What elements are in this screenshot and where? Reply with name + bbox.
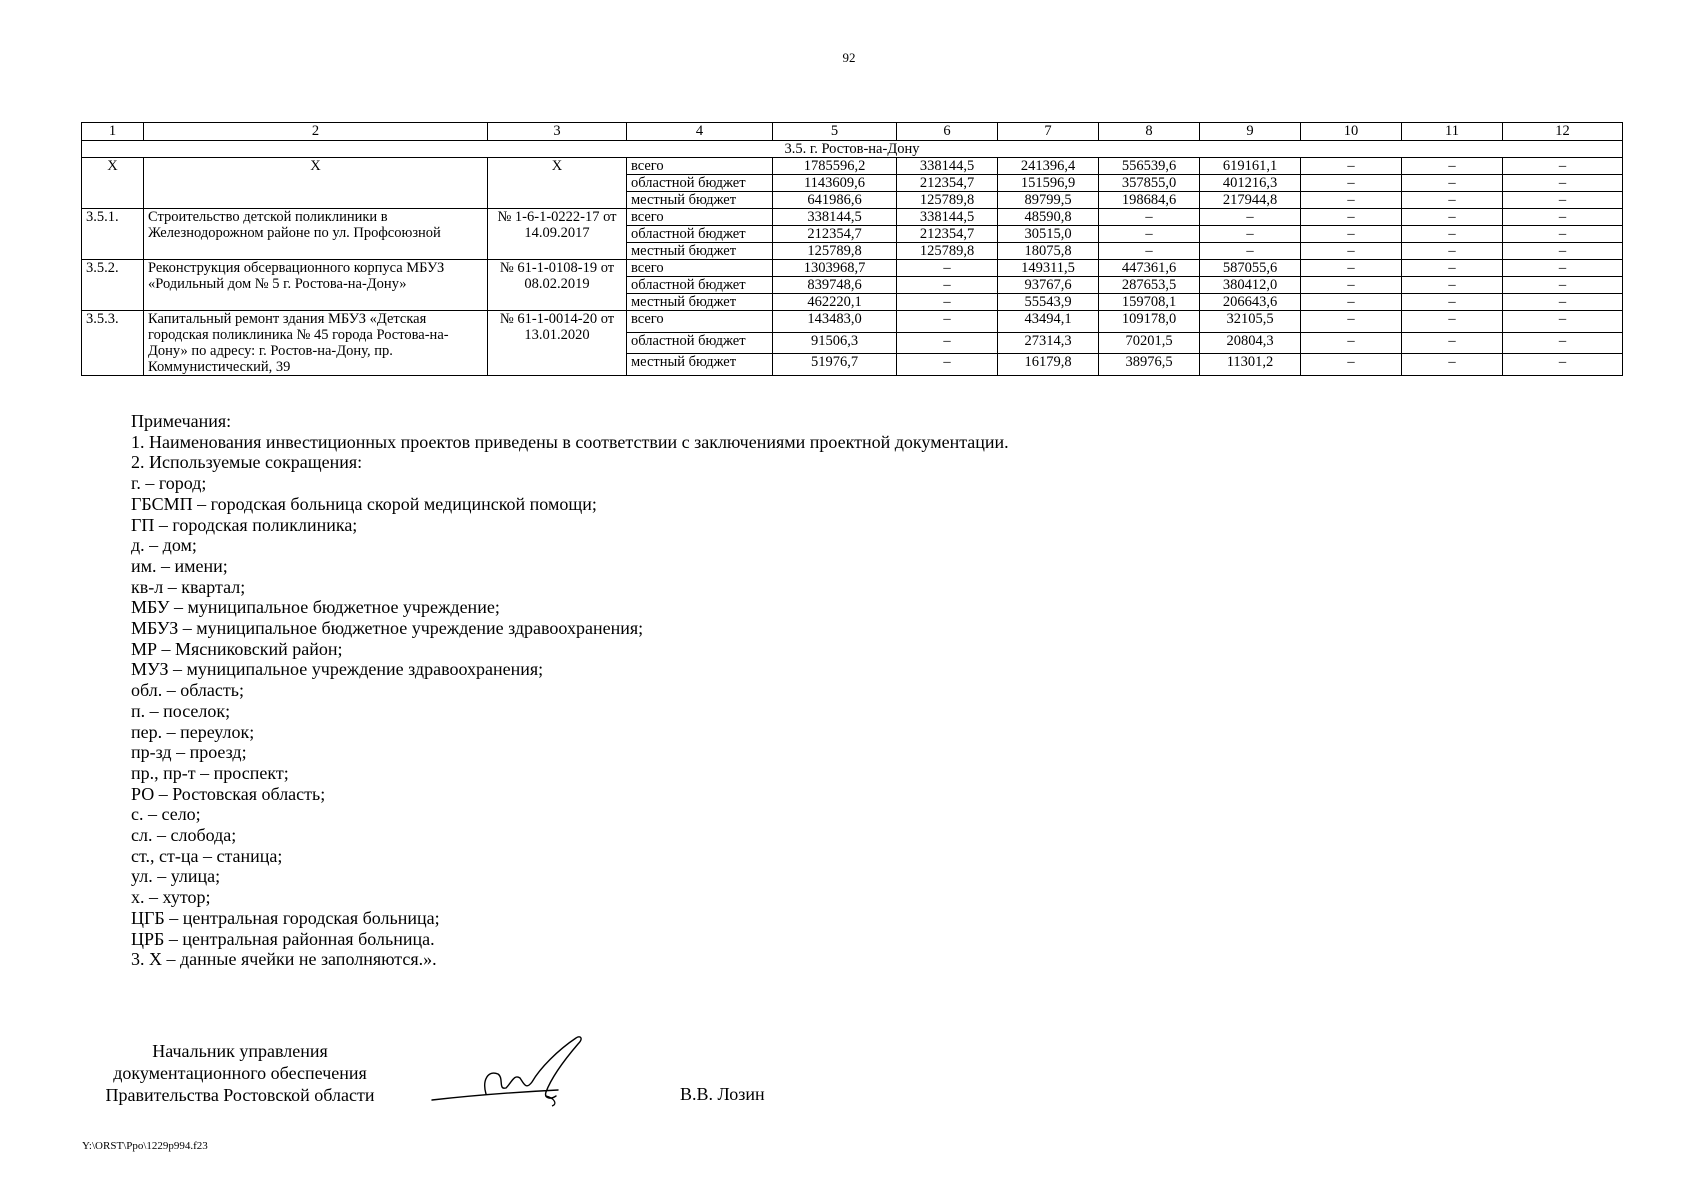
- project-name: Реконструкция обсервационного корпуса МБУЗ «Родильный дом № 5 г. Ростова-на-Дону»: [144, 260, 488, 311]
- note-line: МР – Мясниковский район;: [131, 638, 343, 659]
- amount-cell: 125789,8: [897, 243, 998, 260]
- note-line: обл. – область;: [131, 680, 244, 701]
- amount-cell: –: [1402, 260, 1503, 277]
- amount-cell: –: [1503, 294, 1623, 311]
- amount-cell: –: [1503, 226, 1623, 243]
- amount-cell: –: [1503, 158, 1623, 175]
- note-line: ЦГБ – центральная городская больница;: [131, 907, 440, 928]
- amount-cell: 48590,8: [998, 209, 1099, 226]
- amount-cell: –: [1099, 243, 1200, 260]
- amount-cell: 198684,6: [1099, 192, 1200, 209]
- amount-cell: 241396,4: [998, 158, 1099, 175]
- amount-cell: –: [1503, 260, 1623, 277]
- amount-cell: –: [1402, 294, 1503, 311]
- amount-cell: –: [1402, 332, 1503, 354]
- file-path: Y:\ORST\Ppo\1229p994.f23: [82, 1140, 208, 1152]
- column-number: 2: [144, 123, 488, 141]
- funding-source: областной бюджет: [627, 277, 773, 294]
- amount-cell: 217944,8: [1200, 192, 1301, 209]
- amount-cell: –: [1099, 209, 1200, 226]
- amount-cell: –: [1503, 192, 1623, 209]
- amount-cell: 38976,5: [1099, 354, 1200, 376]
- item-number: Х: [82, 158, 144, 209]
- amount-cell: 27314,3: [998, 332, 1099, 354]
- amount-cell: –: [1503, 311, 1623, 333]
- column-number: 1: [82, 123, 144, 141]
- amount-cell: 380412,0: [1200, 277, 1301, 294]
- amount-cell: –: [1503, 175, 1623, 192]
- expertise-document: № 1-6-1-0222-17 от 14.09.2017: [488, 209, 627, 260]
- amount-cell: –: [1402, 175, 1503, 192]
- note-line: сл. – слобода;: [131, 825, 237, 846]
- amount-cell: 462220,1: [773, 294, 897, 311]
- note-line: ул. – улица;: [131, 866, 221, 887]
- amount-cell: –: [1301, 192, 1402, 209]
- amount-cell: –: [1402, 158, 1503, 175]
- amount-cell: 159708,1: [1099, 294, 1200, 311]
- note-line: РО – Ростовская область;: [131, 783, 326, 804]
- column-number: 3: [488, 123, 627, 141]
- amount-cell: –: [1301, 260, 1402, 277]
- amount-cell: 287653,5: [1099, 277, 1200, 294]
- amount-cell: –: [1402, 243, 1503, 260]
- amount-cell: 149311,5: [998, 260, 1099, 277]
- amount-cell: –: [1402, 226, 1503, 243]
- column-number: 10: [1301, 123, 1402, 141]
- signatory-position-line: документационного обеспечения: [113, 1063, 367, 1083]
- amount-cell: –: [1402, 209, 1503, 226]
- note-line: им. – имени;: [131, 555, 228, 576]
- amount-cell: 125789,8: [773, 243, 897, 260]
- note-line: МБУЗ – муниципальное бюджетное учреждение здравоохранения;: [131, 618, 644, 639]
- funding-source: областной бюджет: [627, 332, 773, 354]
- amount-cell: 212354,7: [897, 226, 998, 243]
- project-name: Х: [144, 158, 488, 209]
- note-line: МБУ – муниципальное бюджетное учреждение;: [131, 597, 500, 618]
- note-line: х. – хутор;: [131, 887, 211, 908]
- amount-cell: 32105,5: [1200, 311, 1301, 333]
- amount-cell: 357855,0: [1099, 175, 1200, 192]
- note-line: МУЗ – муниципальное учреждение здравоохранения;: [131, 659, 544, 680]
- amount-cell: –: [1503, 354, 1623, 376]
- amount-cell: 151596,9: [998, 175, 1099, 192]
- amount-cell: –: [1402, 311, 1503, 333]
- amount-cell: –: [1503, 332, 1623, 354]
- column-number: 4: [627, 123, 773, 141]
- amount-cell: –: [1503, 209, 1623, 226]
- amount-cell: –: [897, 311, 998, 333]
- amount-cell: –: [1200, 226, 1301, 243]
- page-number: 92: [842, 50, 856, 65]
- amount-cell: 89799,5: [998, 192, 1099, 209]
- signatory-name: В.В. Лозин: [680, 1084, 765, 1104]
- note-line: д. – дом;: [131, 535, 197, 556]
- item-number: 3.5.3.: [82, 311, 144, 376]
- item-number: 3.5.2.: [82, 260, 144, 311]
- amount-cell: –: [1301, 158, 1402, 175]
- column-number: 6: [897, 123, 998, 141]
- amount-cell: 18075,8: [998, 243, 1099, 260]
- column-number: 8: [1099, 123, 1200, 141]
- amount-cell: 43494,1: [998, 311, 1099, 333]
- note-line: ЦРБ – центральная районная больница.: [131, 928, 435, 949]
- amount-cell: –: [1099, 226, 1200, 243]
- amount-cell: 51976,7: [773, 354, 897, 376]
- amount-cell: –: [1402, 354, 1503, 376]
- amount-cell: 556539,6: [1099, 158, 1200, 175]
- amount-cell: –: [897, 277, 998, 294]
- note-line: кв-л – квартал;: [131, 576, 246, 597]
- amount-cell: 447361,6: [1099, 260, 1200, 277]
- expertise-document: Х: [488, 158, 627, 209]
- amount-cell: 1143609,6: [773, 175, 897, 192]
- amount-cell: –: [1301, 294, 1402, 311]
- amount-cell: –: [1301, 226, 1402, 243]
- amount-cell: 70201,5: [1099, 332, 1200, 354]
- amount-cell: –: [1200, 243, 1301, 260]
- amount-cell: 587055,6: [1200, 260, 1301, 277]
- column-number: 5: [773, 123, 897, 141]
- funding-source: местный бюджет: [627, 192, 773, 209]
- amount-cell: –: [1301, 243, 1402, 260]
- funding-source: местный бюджет: [627, 354, 773, 376]
- funding-source: всего: [627, 260, 773, 277]
- amount-cell: 20804,3: [1200, 332, 1301, 354]
- amount-cell: 93767,6: [998, 277, 1099, 294]
- note-line: пр-зд – проезд;: [131, 742, 247, 763]
- amount-cell: –: [1301, 175, 1402, 192]
- amount-cell: –: [1402, 192, 1503, 209]
- note-line: ГБСМП – городская больница скорой медицинской помощи;: [131, 493, 597, 514]
- handwritten-signature: [428, 1030, 628, 1110]
- amount-cell: –: [1301, 332, 1402, 354]
- amount-cell: –: [1402, 277, 1503, 294]
- amount-cell: –: [897, 354, 998, 376]
- amount-cell: 619161,1: [1200, 158, 1301, 175]
- expertise-document: № 61-1-0108-19 от 08.02.2019: [488, 260, 627, 311]
- amount-cell: 125789,8: [897, 192, 998, 209]
- section-title: 3.5. г. Ростов-на-Дону: [82, 141, 1623, 158]
- amount-cell: –: [1301, 277, 1402, 294]
- amount-cell: 338144,5: [773, 209, 897, 226]
- notes-heading: Примечания:: [131, 411, 232, 431]
- amount-cell: 11301,2: [1200, 354, 1301, 376]
- note-line: 2. Используемые сокращения:: [131, 452, 363, 473]
- table-row: [82, 260, 1623, 277]
- note-line: с. – село;: [131, 804, 201, 825]
- amount-cell: 91506,3: [773, 332, 897, 354]
- amount-cell: 109178,0: [1099, 311, 1200, 333]
- amount-cell: 1303968,7: [773, 260, 897, 277]
- column-number: 12: [1503, 123, 1623, 141]
- amount-cell: 30515,0: [998, 226, 1099, 243]
- amount-cell: 143483,0: [773, 311, 897, 333]
- signatory-position-line: Начальник управления: [152, 1041, 328, 1061]
- signatory-position-line: Правительства Ростовской области: [105, 1085, 375, 1105]
- funding-source: областной бюджет: [627, 175, 773, 192]
- amount-cell: –: [1503, 277, 1623, 294]
- amount-cell: –: [1200, 209, 1301, 226]
- amount-cell: 839748,6: [773, 277, 897, 294]
- note-line: 3. Х – данные ячейки не заполняются.».: [131, 949, 437, 970]
- amount-cell: –: [897, 294, 998, 311]
- amount-cell: –: [897, 260, 998, 277]
- table-header-row: [82, 123, 1623, 141]
- column-number: 7: [998, 123, 1099, 141]
- funding-source: всего: [627, 311, 773, 333]
- amount-cell: 206643,6: [1200, 294, 1301, 311]
- project-name: Строительство детской поликлиники в Железнодорожном районе по ул. Профсоюзной: [144, 209, 488, 260]
- amount-cell: 1785596,2: [773, 158, 897, 175]
- funding-source: всего: [627, 158, 773, 175]
- amount-cell: –: [897, 332, 998, 354]
- note-line: ст., ст-ца – станица;: [131, 845, 283, 866]
- funding-source: областной бюджет: [627, 226, 773, 243]
- amount-cell: –: [1301, 209, 1402, 226]
- expertise-document: № 61-1-0014-20 от 13.01.2020: [488, 311, 627, 376]
- project-name: Капитальный ремонт здания МБУЗ «Детская городская поликлиника № 45 города Ростова-на-Дону» по адресу: г. Ростов-на-Дону, пр. Коммунистический, 39: [144, 311, 488, 376]
- amount-cell: –: [1301, 354, 1402, 376]
- funding-source: всего: [627, 209, 773, 226]
- column-number: 9: [1200, 123, 1301, 141]
- note-line: п. – поселок;: [131, 700, 231, 721]
- table-row: [82, 311, 1623, 333]
- amount-cell: 212354,7: [897, 175, 998, 192]
- column-number: 11: [1402, 123, 1503, 141]
- investment-table: [81, 122, 1623, 376]
- amount-cell: 641986,6: [773, 192, 897, 209]
- table-row: [82, 158, 1623, 175]
- funding-source: местный бюджет: [627, 294, 773, 311]
- section-title-row: [82, 141, 1623, 158]
- amount-cell: 55543,9: [998, 294, 1099, 311]
- amount-cell: 212354,7: [773, 226, 897, 243]
- amount-cell: –: [1503, 243, 1623, 260]
- note-line: г. – город;: [131, 473, 207, 494]
- note-line: пр., пр-т – проспект;: [131, 762, 289, 783]
- note-line: 1. Наименования инвестиционных проектов приведены в соответствии с заключениями проектной документации.: [131, 431, 1009, 452]
- amount-cell: 338144,5: [897, 209, 998, 226]
- note-line: пер. – переулок;: [131, 721, 255, 742]
- item-number: 3.5.1.: [82, 209, 144, 260]
- funding-source: местный бюджет: [627, 243, 773, 260]
- note-line: ГП – городская поликлиника;: [131, 514, 358, 535]
- signatory-position: [80, 1040, 400, 1106]
- notes-block: [131, 411, 1009, 970]
- amount-cell: 401216,3: [1200, 175, 1301, 192]
- amount-cell: –: [1301, 311, 1402, 333]
- amount-cell: 338144,5: [897, 158, 998, 175]
- amount-cell: 16179,8: [998, 354, 1099, 376]
- table-row: [82, 209, 1623, 226]
